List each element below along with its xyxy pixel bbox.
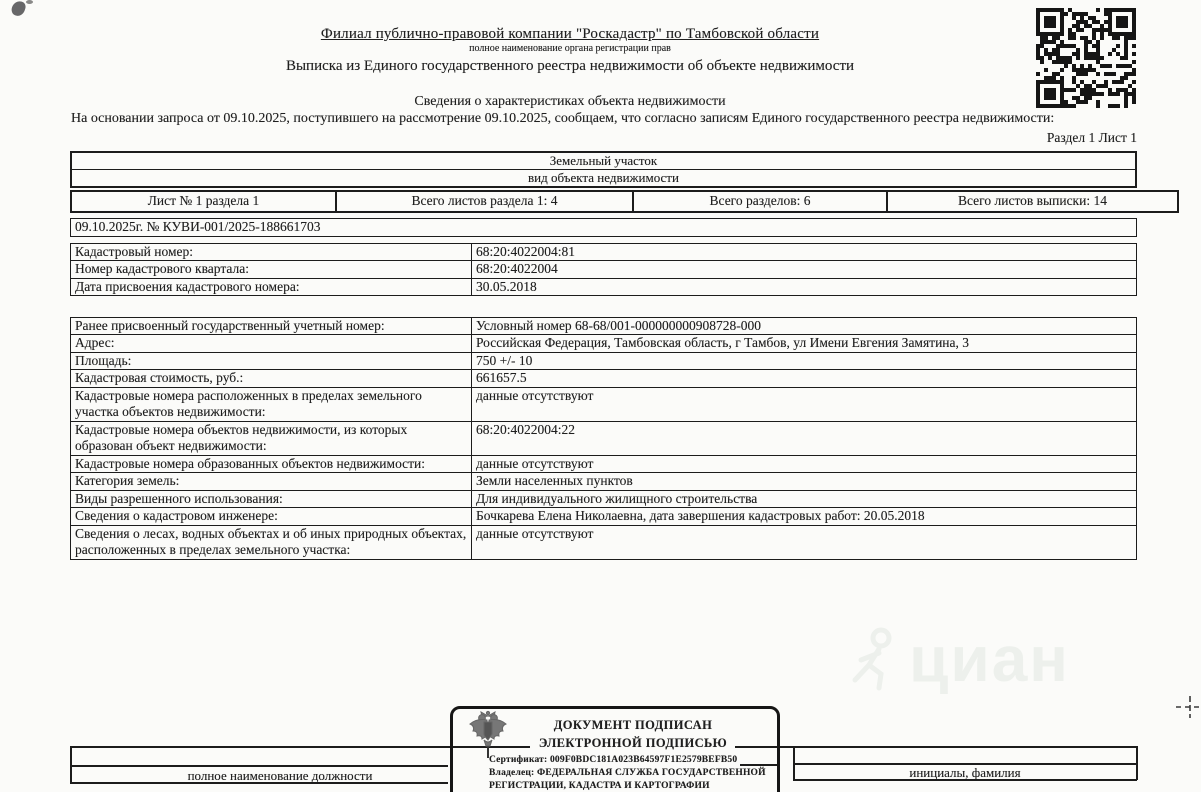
request-statement: На основании запроса от 09.10.2025, поступившего на рассмотрение 09.10.2025, сообщаем, что согласно записям Единого государственного реестра недвижимости: [71,111,1055,126]
document-number: 09.10.2025г. № КУВИ-001/2025-188661703 [71,219,1137,237]
position-caption: полное наименование должности [187,768,373,783]
watermark-text: циан [909,623,1070,695]
table-row: Кадастровые номера расположенных в пределах земельного участка объектов недвижимости: данные отсутствуют [71,387,1137,421]
crosshair-mark [1176,693,1201,721]
table-row: Кадастровые номера объектов недвижимости, из которых образован объект недвижимости: 68:20:4022004:22 [71,421,1137,455]
table-row: Кадастровая стоимость, руб.: 661657.5 [71,370,1137,387]
name-caption: инициалы, фамилия [909,765,1021,780]
cadastral-ids-table [70,243,1137,296]
signature-line [70,765,448,767]
stamp-title: ЭЛЕКТРОННОЙ ПОДПИСЬЮ [538,736,728,750]
section-sheet-label: Раздел 1 Лист 1 [1046,130,1137,145]
section-title: Сведения о характеристиках объекта недвижимости [414,94,726,109]
scan-artifact [26,0,33,4]
scan-artifact [10,0,27,18]
stamp-owner: РЕГИСТРАЦИИ, КАДАСТРА И КАРТОГРАФИИ [489,781,710,791]
stamp-owner: Владелец: ФЕДЕРАЛЬНАЯ СЛУЖБА ГОСУДАРСТВЕННОЙ [489,768,766,778]
object-kind-value: Земельный участок [71,152,1136,169]
table-row: Номер кадастрового квартала: 68:20:4022004 [71,261,1137,278]
registration-org-name: Филиал публично-правовой компании "Роскадастр" по Тамбовской области [320,26,820,42]
cian-person-icon [845,622,903,696]
object-kind-caption: вид объекта недвижимости [71,169,1136,186]
sheet-cell: Всего разделов: 6 [633,191,887,212]
table-row: Категория земель: Земли населенных пунктов [71,473,1137,490]
sheet-cell: Всего листов раздела 1: 4 [336,191,633,212]
sheet-counters-table [70,190,1179,213]
document-number-table [70,218,1137,237]
table-row: Площадь: 750 +/- 10 [71,352,1137,369]
table-row: Дата присвоения кадастрового номера: 30.05.2018 [71,278,1137,295]
cian-watermark [845,622,1070,696]
document-title: Выписка из Единого государственного реестра недвижимости об объекте недвижимости [285,58,855,74]
object-kind-table [70,151,1137,188]
table-row: Адрес: Российская Федерация, Тамбовская область, г Тамбов, ул Имени Евгения Замятина, 3 [71,335,1137,352]
sheet-cell: Лист № 1 раздела 1 [71,191,336,212]
table-row: Сведения о лесах, водных объектах и об иных природных объектах, расположенных в пределах земельного участка: данные отсутствуют [71,525,1137,559]
stamp-certificate: Сертификат: 009F0BDC181A023B64597F1E2579BEFB50 [489,755,738,765]
stamp-title: ДОКУМЕНТ ПОДПИСАН [553,718,713,732]
table-row: Виды разрешенного использования: Для индивидуального жилищного строительства [71,490,1137,507]
table-row: Сведения о кадастровом инженере: Бочкарева Елена Николаевна, дата завершения кадастровых работ: 20.05.2018 [71,508,1137,525]
sheet-cell: Всего листов выписки: 14 [887,191,1178,212]
table-row: Ранее присвоенный государственный учетный номер: Условный номер 68-68/001-000000000908728-000 [71,318,1137,335]
registration-org-caption: полное наименование органа регистрации прав [469,43,671,54]
signature-line [735,746,1137,748]
table-row: Кадастровые номера образованных объектов недвижимости: данные отсутствуют [71,455,1137,472]
electronic-signature-stamp [450,706,780,792]
table-row: Кадастровый номер: 68:20:4022004:81 [71,244,1137,261]
object-details-table [70,317,1137,560]
